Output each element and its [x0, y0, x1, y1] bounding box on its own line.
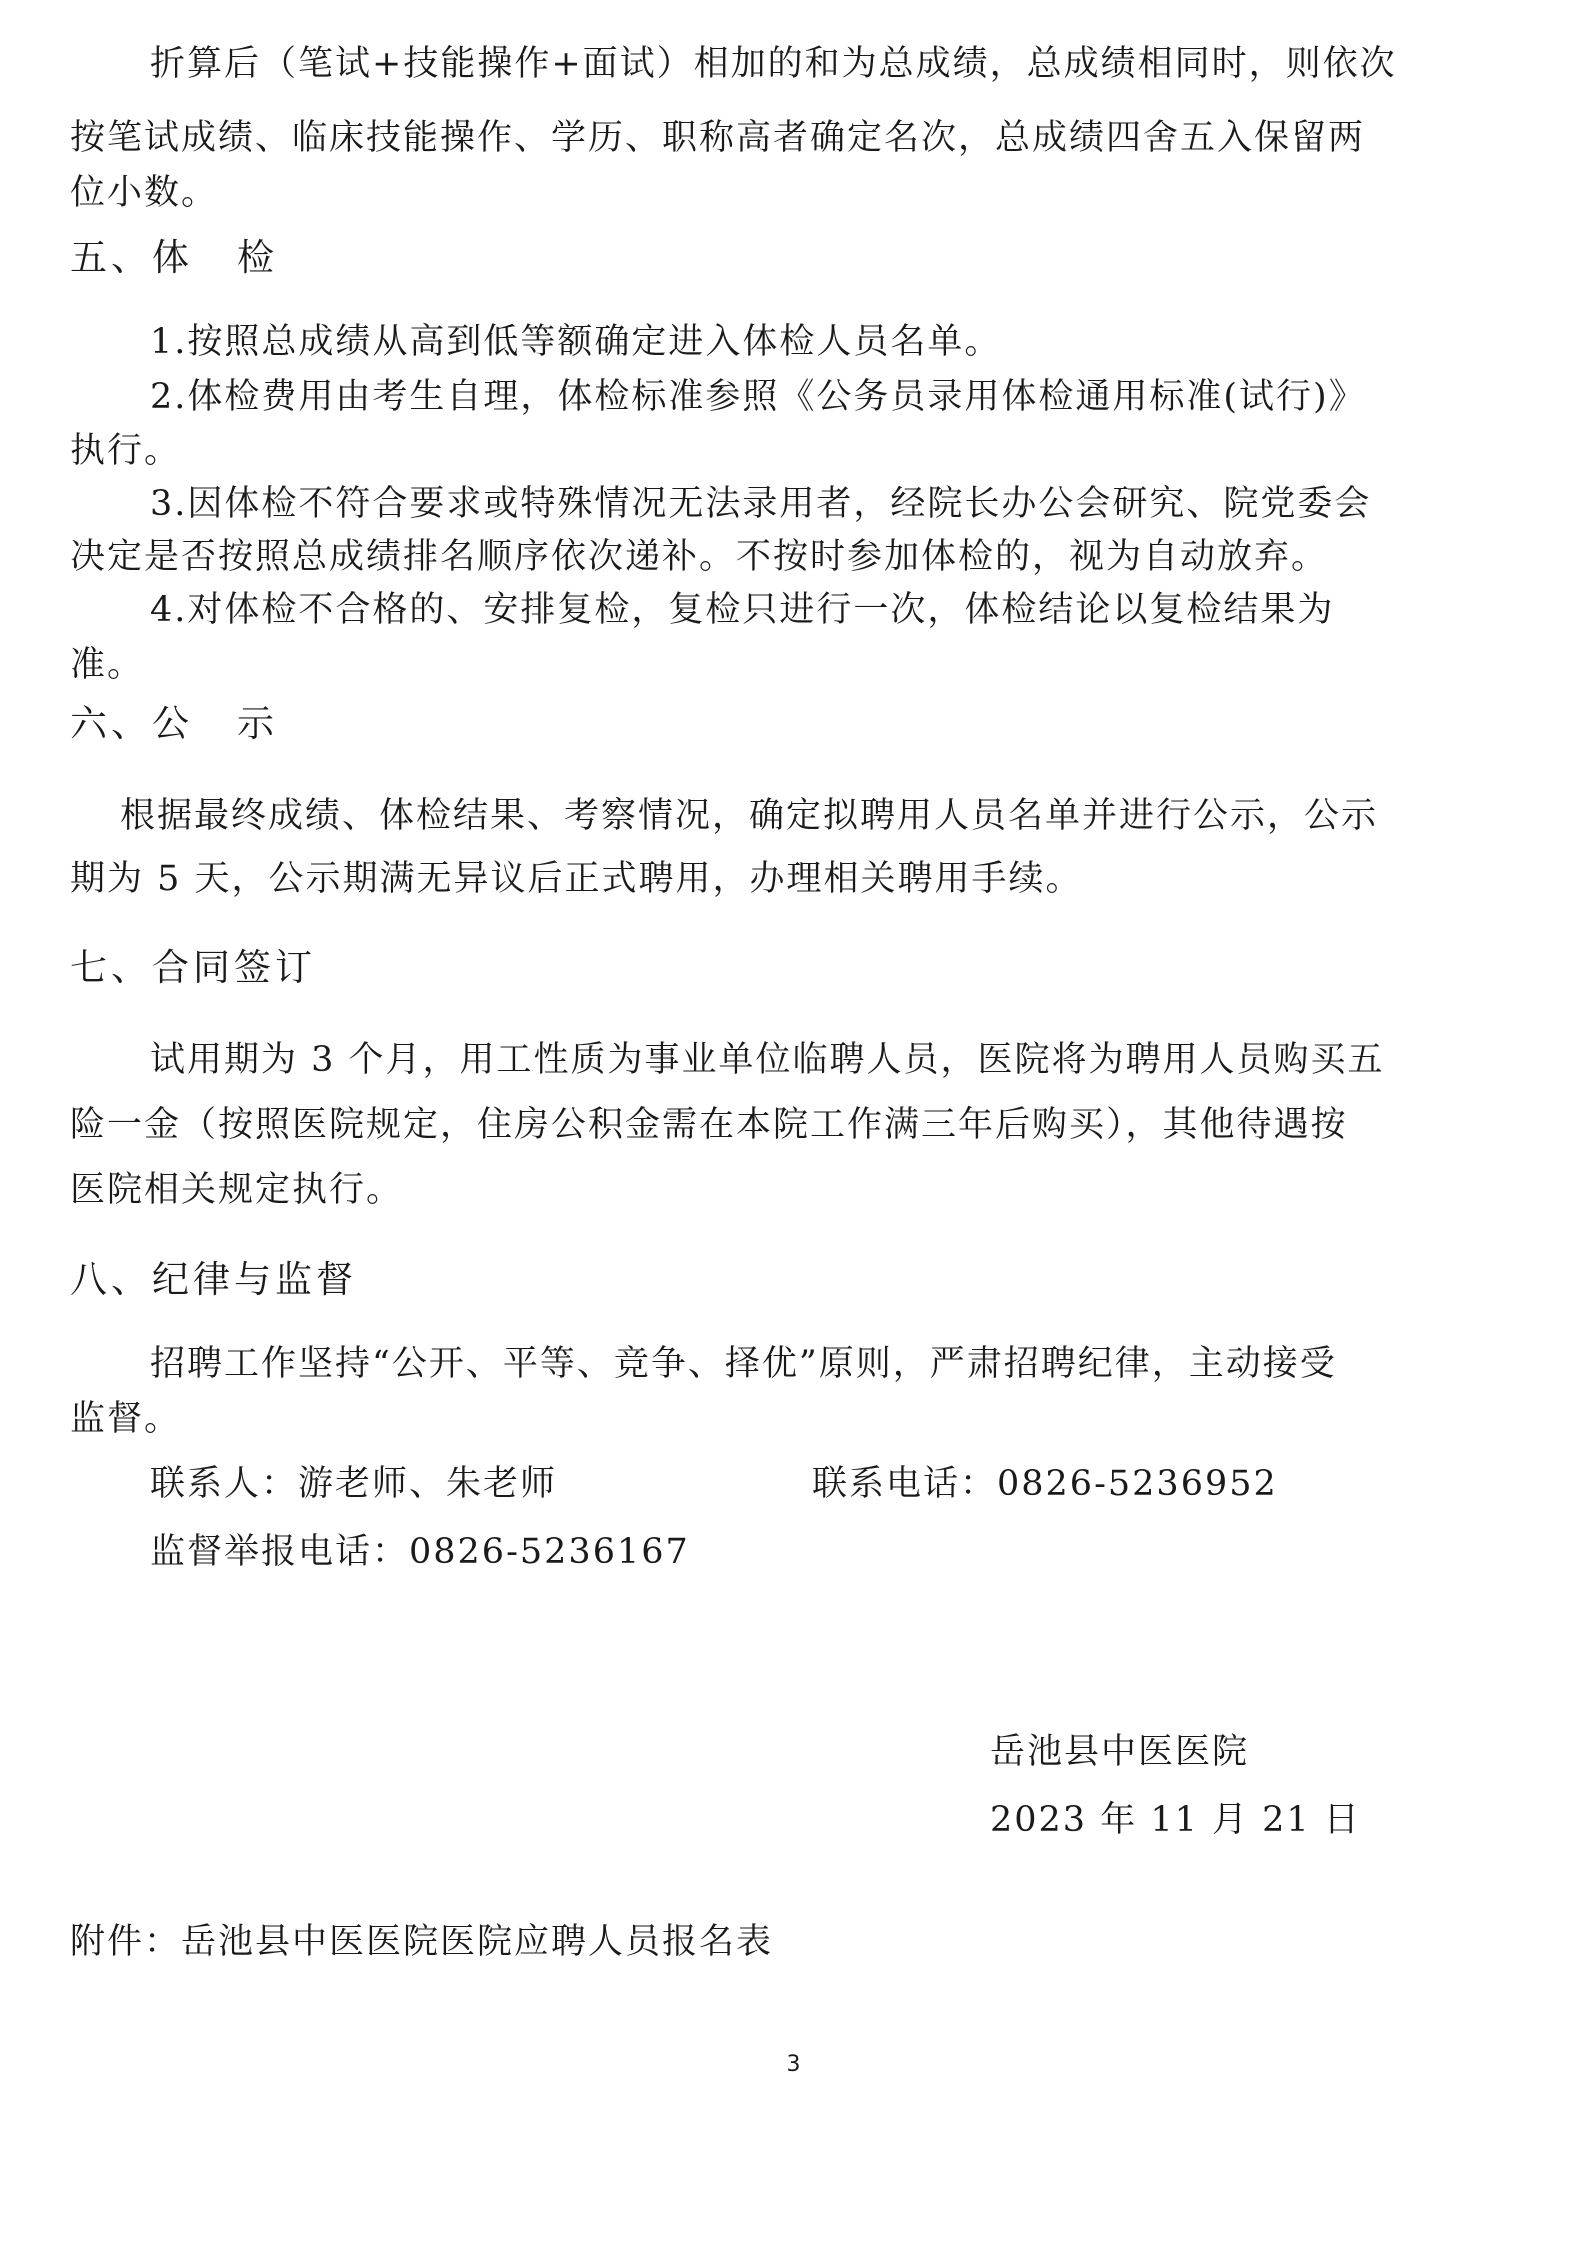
- attachment-note: 附件：岳池县中医医院医院应聘人员报名表: [70, 1922, 774, 1962]
- section5-item-2-line-2: 执行。: [70, 431, 182, 471]
- section5-heading-start: 五、体: [70, 236, 193, 279]
- section4-line-2: 按笔试成绩、临床技能操作、学历、职称高者确定名次，总成绩四舍五入保留两: [70, 118, 1366, 158]
- contact-phone: 联系电话：0826-5236952: [812, 1464, 1278, 1504]
- section6-para-line-1: 根据最终成绩、体检结果、考察情况，确定拟聘用人员名单并进行公示，公示: [120, 796, 1379, 836]
- section5-item-2-line-1: 2.体检费用由考生自理，体检标准参照《公务员录用体检通用标准(试行)》: [150, 377, 1366, 417]
- section5-heading: [70, 234, 1520, 282]
- section7-para-line-1: 试用期为 3 个月，用工性质为事业单位临聘人员，医院将为聘用人员购买五: [150, 1040, 1385, 1080]
- section4-line-1: 折算后（笔试+技能操作+面试）相加的和为总成绩，总成绩相同时，则依次: [150, 44, 1397, 84]
- section5-item-4-line-2: 准。: [70, 645, 145, 685]
- section6-heading-end: 示: [237, 702, 278, 745]
- section8-heading: 八、纪律与监督: [70, 1258, 357, 1301]
- section6-heading-start: 六、公: [70, 702, 193, 745]
- section6-para-line-2: 期为 5 天，公示期满无异议后正式聘用，办理相关聘用手续。: [70, 859, 1083, 899]
- section6-heading: [70, 700, 1520, 748]
- section7-heading: 七、合同签订: [70, 946, 316, 989]
- section5-item-3-line-2: 决定是否按照总成绩排名顺序依次递补。不按时参加体检的，视为自动放弃。: [70, 537, 1329, 577]
- section5-item-3-line-1: 3.因体检不符合要求或特殊情况无法录用者，经院长办公会研究、院党委会: [150, 484, 1372, 524]
- section8-para-line-2: 监督。: [70, 1399, 182, 1439]
- section7-para-line-3: 医院相关规定执行。: [70, 1170, 404, 1210]
- section8-para-line-1: 招聘工作坚持“公开、平等、竞争、择优”原则，严肃招聘纪律，主动接受: [150, 1344, 1337, 1384]
- section5-heading-end: 检: [237, 236, 278, 279]
- report-phone: 监督举报电话：0826-5236167: [150, 1532, 690, 1572]
- signature-date: 2023 年 11 月 21 日: [990, 1800, 1361, 1840]
- signature-org: 岳池县中医医院: [990, 1732, 1250, 1772]
- page-number: 3: [786, 2052, 801, 2077]
- section5-item-4-line-1: 4.对体检不合格的、安排复检，复检只进行一次，体检结论以复检结果为: [150, 590, 1335, 630]
- section4-line-3: 位小数。: [70, 173, 219, 213]
- section7-para-line-2: 险一金（按照医院规定，住房公积金需在本院工作满三年后购买），其他待遇按: [70, 1105, 1348, 1145]
- contact-person: 联系人：游老师、朱老师: [150, 1464, 558, 1504]
- section5-item-1: 1.按照总成绩从高到低等额确定进入体检人员名单。: [150, 322, 1002, 362]
